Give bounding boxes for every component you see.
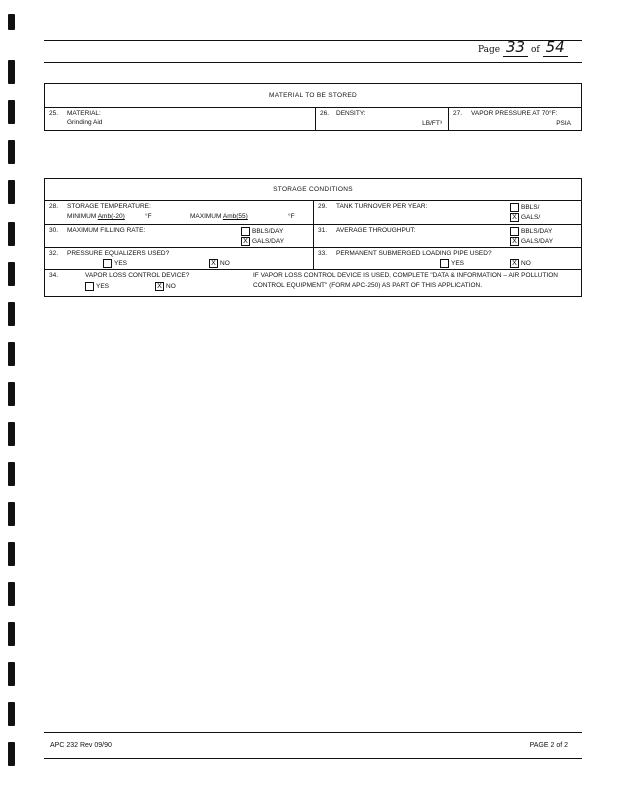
q28-max-unit: °F bbox=[288, 213, 295, 220]
footer-page: PAGE 2 of 2 bbox=[529, 742, 568, 749]
q34-note-line2: CONTROL EQUIPMENT" (FORM APC-250) AS PART OF THIS APPLICATION. bbox=[253, 282, 483, 289]
q30-label: MAXIMUM FILLING RATE: bbox=[67, 227, 146, 234]
q30-gals-label: GALS/DAY bbox=[252, 238, 285, 246]
q30-option-gals[interactable] bbox=[241, 237, 284, 246]
q32-cell bbox=[45, 247, 313, 269]
q29-option-gals[interactable] bbox=[510, 213, 540, 222]
page-prefix: Page bbox=[478, 45, 501, 55]
q28-min-label: MINIMUM bbox=[67, 213, 97, 220]
q27-label: VAPOR PRESSURE AT 70°F: bbox=[471, 110, 558, 117]
q34-option-yes[interactable] bbox=[85, 282, 109, 291]
q28-max bbox=[190, 213, 248, 221]
q31-label: AVERAGE THROUGHPUT: bbox=[336, 227, 416, 234]
q26-unit: LB/FT³ bbox=[422, 120, 442, 127]
q29-number: 29. bbox=[318, 203, 328, 210]
q32-number: 32. bbox=[49, 250, 59, 257]
q32-no-label: NO bbox=[220, 260, 230, 268]
q32-option-yes[interactable] bbox=[103, 259, 127, 268]
q30-number: 30. bbox=[49, 227, 59, 234]
q25-number: 25. bbox=[49, 110, 59, 117]
q32-yes-checkbox[interactable] bbox=[103, 259, 112, 268]
q33-option-no[interactable] bbox=[510, 259, 531, 268]
q29-cell bbox=[313, 200, 581, 224]
q26-label: DENSITY: bbox=[336, 110, 366, 117]
q31-option-bbls[interactable] bbox=[510, 227, 552, 236]
q34-note-line1: IF VAPOR LOSS CONTROL DEVICE IS USED, COMPLETE "DATA & INFORMATION – AIR POLLUTION bbox=[253, 272, 558, 279]
q33-number: 33. bbox=[318, 250, 328, 257]
form-id: APC 232 Rev 09/90 bbox=[50, 742, 112, 749]
q28-label: STORAGE TEMPERATURE: bbox=[67, 203, 151, 210]
q25-cell bbox=[45, 107, 315, 131]
q27-cell bbox=[448, 107, 581, 131]
q25-label: MATERIAL: bbox=[67, 110, 101, 117]
q31-cell bbox=[313, 224, 581, 247]
q30-cell bbox=[45, 224, 313, 247]
q28-max-value: Amb(55) bbox=[222, 213, 248, 220]
q28-number: 28. bbox=[49, 203, 59, 210]
q29-option-bbls[interactable] bbox=[510, 203, 539, 212]
q33-yes-label: YES bbox=[451, 260, 465, 268]
q30-option-bbls[interactable] bbox=[241, 227, 283, 236]
q28-min bbox=[67, 213, 125, 221]
q34-yes-label: YES bbox=[96, 283, 110, 291]
q34-label: VAPOR LOSS CONTROL DEVICE? bbox=[85, 272, 190, 279]
material-section bbox=[44, 83, 582, 131]
q28-cell bbox=[45, 200, 313, 224]
q34-cell bbox=[45, 269, 581, 296]
bottom-rule bbox=[44, 758, 582, 759]
q34-no-checkbox[interactable]: X bbox=[155, 282, 164, 291]
q30-gals-checkbox[interactable]: X bbox=[241, 237, 250, 246]
storage-section-title: STORAGE CONDITIONS bbox=[273, 186, 353, 193]
q33-cell bbox=[313, 247, 581, 269]
q31-bbls-label: BBLS/DAY bbox=[521, 228, 553, 236]
q29-gals-checkbox[interactable]: X bbox=[510, 213, 519, 222]
material-section-title: MATERIAL TO BE STORED bbox=[269, 92, 357, 99]
q28-min-value: Amb(-20) bbox=[97, 213, 125, 220]
q31-gals-checkbox[interactable]: X bbox=[510, 237, 519, 246]
q32-option-no[interactable] bbox=[209, 259, 230, 268]
q34-option-no[interactable] bbox=[155, 282, 176, 291]
q29-bbls-checkbox[interactable] bbox=[510, 203, 519, 212]
q31-option-gals[interactable] bbox=[510, 237, 553, 246]
page-total: 54 bbox=[543, 38, 568, 57]
page-current: 33 bbox=[503, 38, 528, 57]
q29-label: TANK TURNOVER PER YEAR: bbox=[336, 203, 428, 210]
q32-no-checkbox[interactable]: X bbox=[209, 259, 218, 268]
q27-unit: PSIA bbox=[556, 120, 571, 127]
q26-cell bbox=[315, 107, 448, 131]
q34-yes-checkbox[interactable] bbox=[85, 282, 94, 291]
q33-label: PERMANENT SUBMERGED LOADING PIPE USED? bbox=[336, 250, 492, 257]
q29-bbls-label: BBLS/ bbox=[521, 204, 540, 212]
q31-gals-label: GALS/DAY bbox=[521, 238, 554, 246]
q30-bbls-label: BBLS/DAY bbox=[252, 228, 284, 236]
q28-max-label: MAXIMUM bbox=[190, 213, 222, 220]
page-of: of bbox=[530, 45, 540, 55]
q33-option-yes[interactable] bbox=[440, 259, 464, 268]
q31-number: 31. bbox=[318, 227, 328, 234]
q33-no-label: NO bbox=[521, 260, 531, 268]
q29-gals-label: GALS/ bbox=[521, 214, 541, 222]
q33-no-checkbox[interactable]: X bbox=[510, 259, 519, 268]
q32-label: PRESSURE EQUALIZERS USED? bbox=[67, 250, 170, 257]
q28-min-unit: °F bbox=[145, 213, 152, 220]
q25-value: Grinding Aid bbox=[67, 119, 103, 126]
q30-bbls-checkbox[interactable] bbox=[241, 227, 250, 236]
q32-yes-label: YES bbox=[114, 260, 128, 268]
q34-number: 34. bbox=[49, 272, 59, 279]
q31-bbls-checkbox[interactable] bbox=[510, 227, 519, 236]
q33-yes-checkbox[interactable] bbox=[440, 259, 449, 268]
storage-section bbox=[44, 178, 582, 297]
header-rule bbox=[44, 62, 582, 63]
q27-number: 27. bbox=[453, 110, 463, 117]
page-number bbox=[478, 38, 568, 56]
q34-no-label: NO bbox=[166, 283, 176, 291]
q26-number: 26. bbox=[320, 110, 330, 117]
footer-rule bbox=[44, 732, 582, 733]
